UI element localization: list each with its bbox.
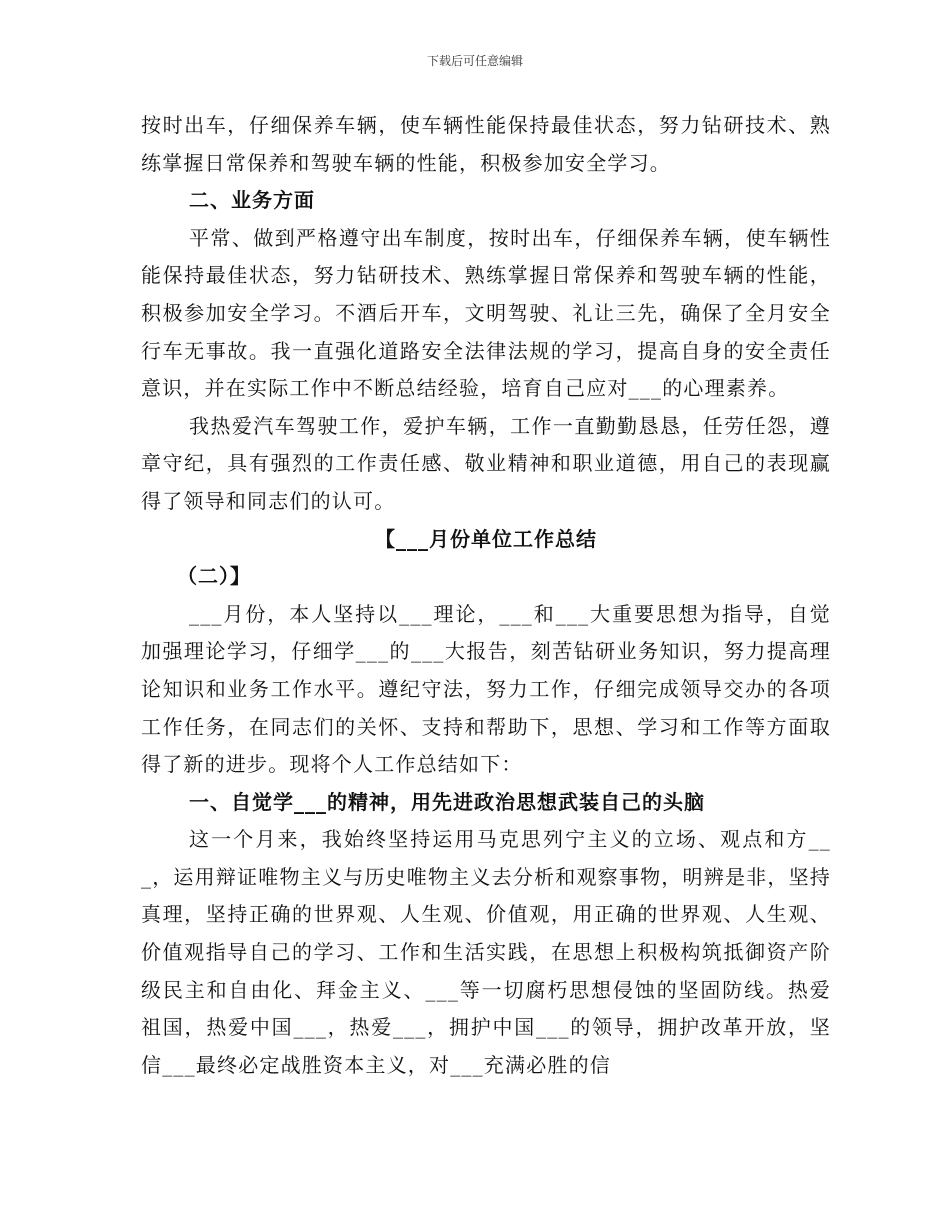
section-heading-business: 二、业务方面 xyxy=(189,188,315,213)
document-title: 【___月份单位工作总结 xyxy=(375,526,597,551)
paragraph-2: 平常、做到严格遵守出车制度，按时出车，仔细保养车辆，使车辆性能保持最佳状态，努力钻研技术、熟练掌握日常保养和驾驶车辆的性能，积极参加安全学习。不酒后开车，文明驾驶、礼让三先，确保了全月安全行车无事故。我一直强化道路安全法律法规的学习，提高自身的安全责任意识，并在实际工作中不断总结经验，培育自己应对___的心理素养。 xyxy=(141,225,831,401)
section-heading-study: 一、自觉学___的精神，用先进政治思想武装自己的头脑 xyxy=(189,789,705,814)
document-body xyxy=(141,107,831,1084)
paragraph-4: ___月份，本人坚持以___理论，___和___大重要思想为指导，自觉加强理论学习，仔细学___的___大报告，刻苦钻研业务知识，努力提高理论知识和业务工作水平。遵纪守法，努力工作，仔细完成领导交办的各项工作任务，在同志们的关怀、支持和帮助下，思想、学习和工作等方面取得了新的进步。现将个人工作总结如下： xyxy=(141,601,831,777)
paragraph-3: 我热爱汽车驾驶工作，爱护车辆，工作一直勤勤恳恳，任劳任怨，遵章守纪，具有强烈的工作责任感、敬业精神和职业道德，用自己的表现赢得了领导和同志们的认可。 xyxy=(141,413,831,513)
document-subtitle: （二）】 xyxy=(177,564,251,589)
paragraph-5: 这一个月来，我始终坚持运用马克思列宁主义的立场、观点和方___，运用辩证唯物主义与历史唯物主义去分析和观察事物，明辨是非，坚持真理，坚持正确的世界观、人生观、价值观，用正确的世界观、人生观、价值观指导自己的学习、工作和生活实践，在思想上积极构筑抵御资产阶级民主和自由化、拜金主义、___等一切腐朽思想侵蚀的坚固防线。热爱祖国，热爱中国___，热爱___，拥护中国___的领导，拥护改革开放，坚信___最终必定战胜资本主义，对___充满必胜的信 xyxy=(141,827,831,1077)
page-header: 下载后可任意编辑 xyxy=(426,54,523,68)
paragraph-1: 按时出车，仔细保养车辆，使车辆性能保持最佳状态，努力钻研技术、熟练掌握日常保养和驾驶车辆的性能，积极参加安全学习。 xyxy=(141,113,831,175)
